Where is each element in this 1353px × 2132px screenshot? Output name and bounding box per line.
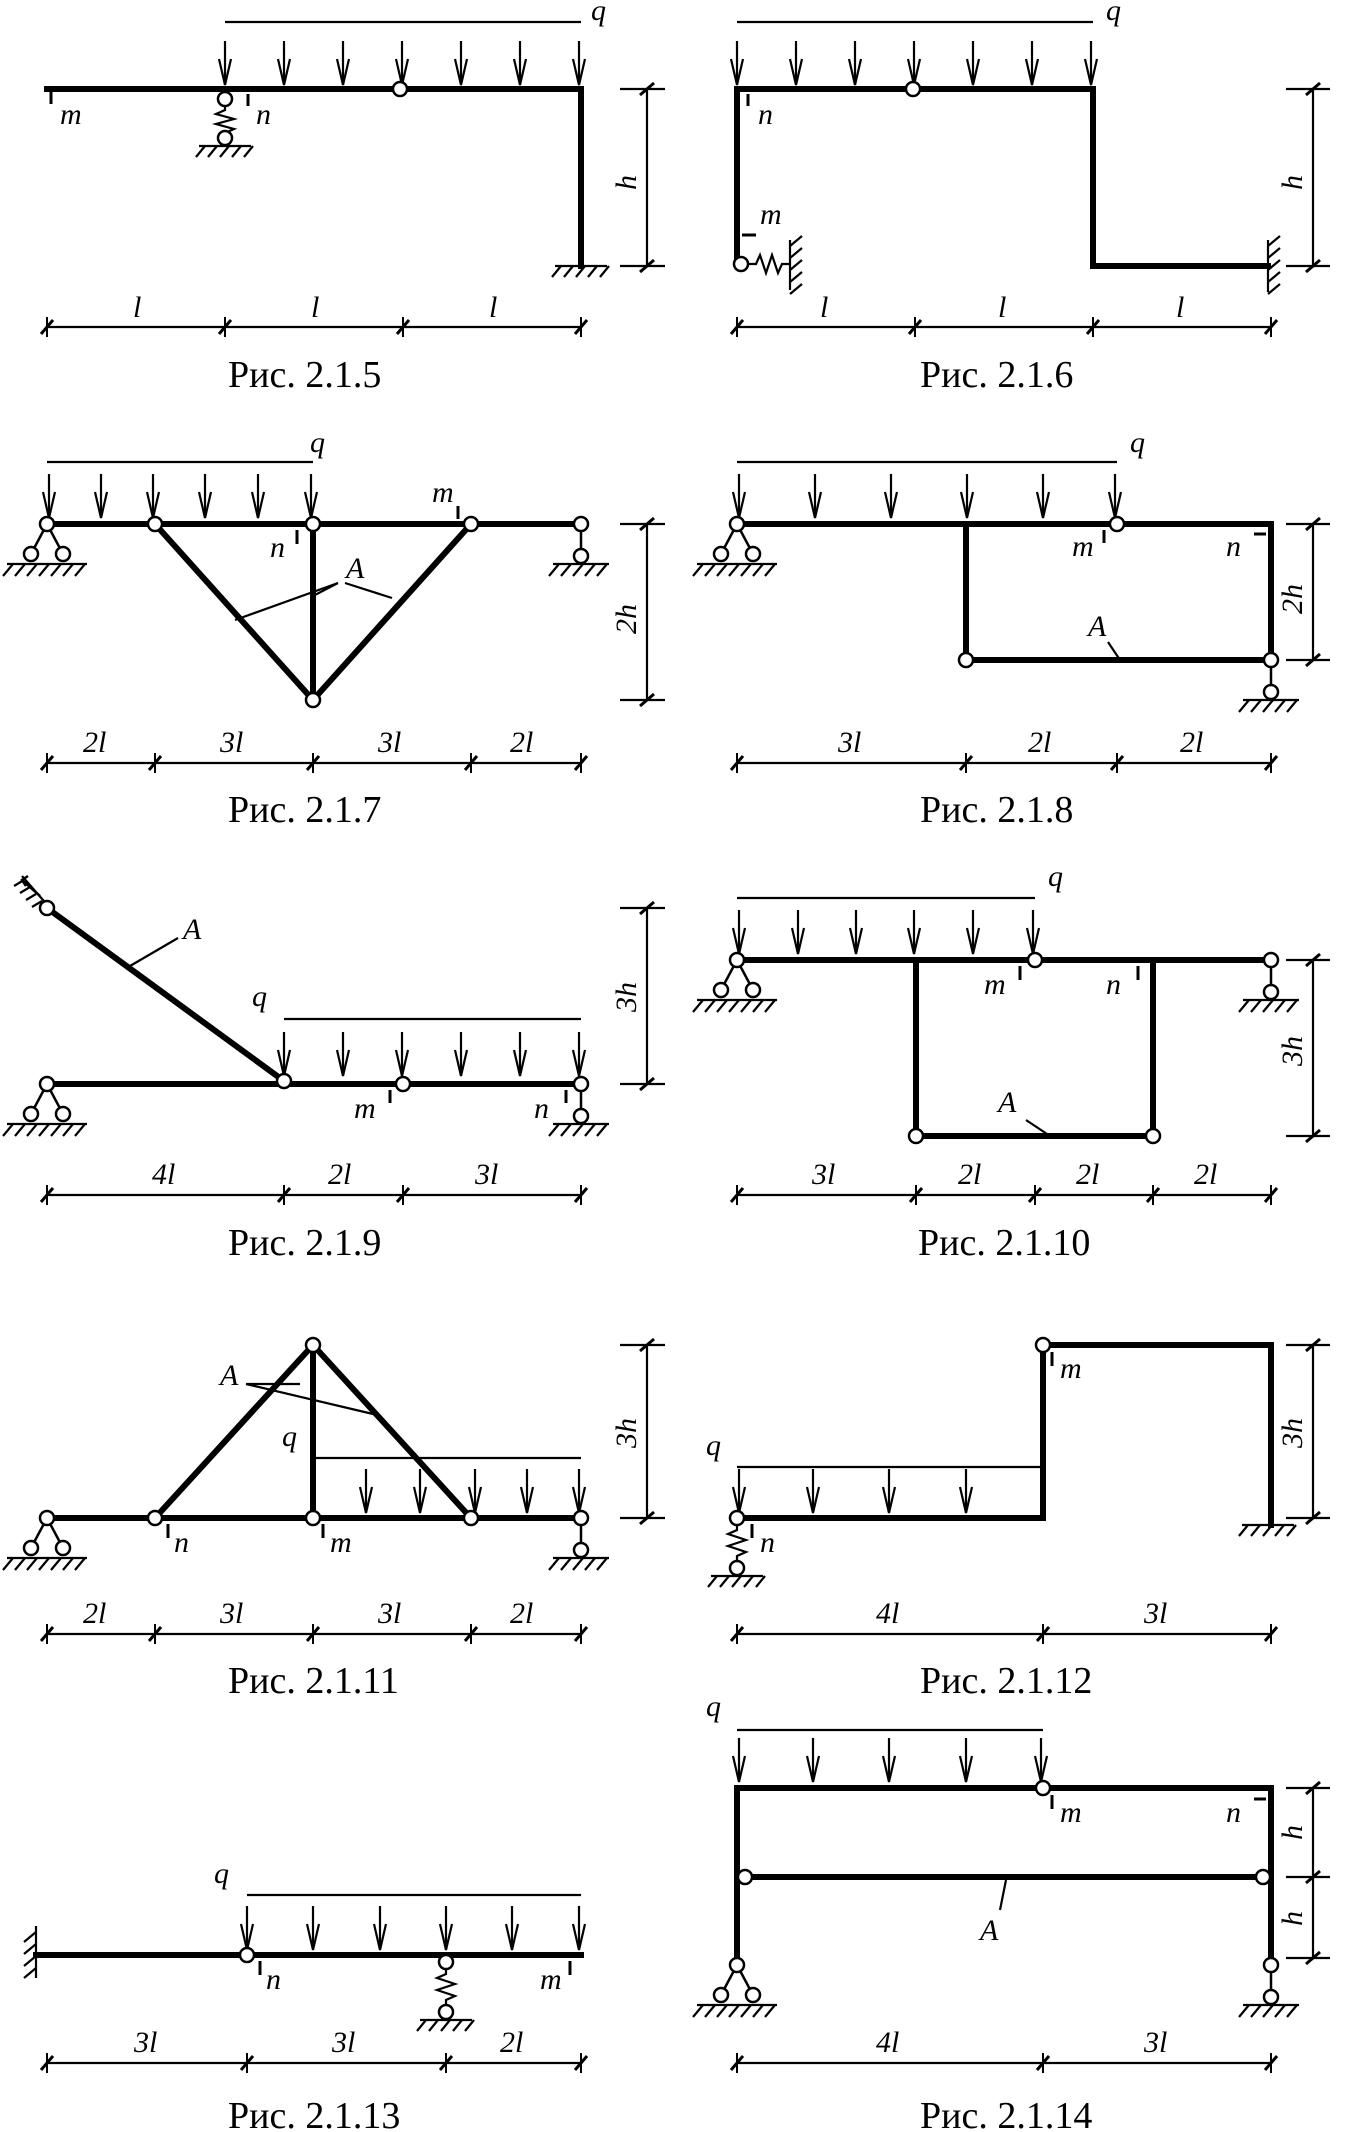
distributed-load-arrows <box>43 474 317 518</box>
height-dimension <box>610 518 665 706</box>
span-dimensions <box>731 1597 1277 1644</box>
section-label-n: n <box>1106 968 1121 1001</box>
spring-support-icon <box>734 236 802 294</box>
height-label: 2h <box>1276 584 1309 614</box>
span-label: 3l <box>812 1158 836 1191</box>
figure-caption: Рис. 2.1.14 <box>920 2095 1093 2132</box>
load-label-q: q <box>252 980 267 1013</box>
height-dimension <box>610 902 665 1090</box>
span-label: l <box>311 291 320 324</box>
spring-support-icon <box>196 92 253 157</box>
height-label: 3h <box>1276 1036 1309 1066</box>
span-label: 2l <box>510 1597 534 1630</box>
load-label-q: q <box>310 426 325 459</box>
section-label-n: n <box>1226 1796 1241 1829</box>
hinge-icon <box>1146 1129 1160 1143</box>
height-label: h <box>1276 1911 1309 1926</box>
figure-caption: Рис. 2.1.7 <box>228 789 382 831</box>
spring-support-icon <box>708 1511 765 1587</box>
height-dimension <box>1276 83 1330 272</box>
span-label: 2l <box>1028 726 1052 759</box>
hinge-icon <box>464 1511 478 1525</box>
hinge-icon <box>277 1074 291 1088</box>
load-label-q: q <box>706 1429 721 1462</box>
hinge-icon <box>959 653 973 667</box>
load-label-q: q <box>1106 0 1121 27</box>
span-label: 3l <box>220 726 244 759</box>
figure-2-1-5 <box>41 0 665 396</box>
span-label: 2l <box>83 726 107 759</box>
span-dimensions <box>41 2026 587 2073</box>
span-label: 3l <box>838 726 862 759</box>
span-label: 2l <box>1180 726 1204 759</box>
distributed-load-arrows <box>733 910 1039 954</box>
height-label: 3h <box>610 1418 643 1448</box>
distributed-load-arrows <box>278 1032 585 1076</box>
span-label: l <box>489 291 498 324</box>
roller-support-icon <box>1239 1958 1299 2017</box>
section-label-n: n <box>266 1963 281 1996</box>
distributed-load-arrows <box>219 41 585 85</box>
hinge-icon <box>1256 1870 1270 1884</box>
figure-caption: Рис. 2.1.9 <box>228 1222 382 1264</box>
span-dimensions <box>731 726 1277 773</box>
span-dimensions <box>731 291 1277 337</box>
figure-2-1-11 <box>3 1338 665 1702</box>
section-label-m: m <box>760 198 782 231</box>
span-label: 3l <box>134 2026 158 2059</box>
height-dimension <box>610 1339 665 1524</box>
hinge-icon <box>1036 1781 1050 1795</box>
height-dimension <box>610 83 665 272</box>
section-label-m: m <box>330 1526 352 1559</box>
section-label-m: m <box>60 98 82 131</box>
figure-2-1-13 <box>24 1857 587 2132</box>
hinge-icon <box>1036 1338 1050 1352</box>
member-label-A: A <box>346 552 365 585</box>
figure-caption: Рис. 2.1.8 <box>920 789 1074 831</box>
inclined-strut <box>47 908 284 1081</box>
span-label: 3l <box>332 2026 356 2059</box>
span-label: 2l <box>510 726 534 759</box>
pin-support-icon <box>693 1958 777 2017</box>
span-label: l <box>820 291 829 324</box>
hinge-icon <box>148 517 162 531</box>
hinge-icon <box>393 82 407 96</box>
load-label-q: q <box>1130 426 1145 459</box>
span-label: 2l <box>1194 1158 1218 1191</box>
hinge-icon <box>148 1511 162 1525</box>
span-label: 4l <box>876 1597 900 1630</box>
member-label-A: A <box>220 1359 239 1392</box>
section-label-n: n <box>270 531 285 564</box>
span-label: 3l <box>1144 2026 1168 2059</box>
figure-2-1-12 <box>706 1338 1330 1702</box>
distributed-load-arrows <box>241 1906 585 1950</box>
hinge-icon <box>738 1870 752 1884</box>
figure-caption: Рис. 2.1.11 <box>228 1660 399 1702</box>
hinge-icon <box>906 82 920 96</box>
height-dimension <box>1276 1339 1330 1524</box>
hinge-icon <box>464 517 478 531</box>
figure-caption: Рис. 2.1.13 <box>228 2095 401 2132</box>
section-label-n: n <box>534 1092 549 1125</box>
span-label: l <box>133 291 142 324</box>
height-label: h <box>1276 1825 1309 1840</box>
figure-caption: Рис. 2.1.10 <box>918 1222 1091 1264</box>
load-label-q: q <box>706 1690 721 1723</box>
distributed-load-arrows <box>733 474 1121 518</box>
span-label: 3l <box>475 1158 499 1191</box>
member-label-A: A <box>998 1086 1017 1119</box>
distributed-load-arrows <box>733 1469 972 1513</box>
span-label: 3l <box>378 1597 402 1630</box>
height-label: h <box>1276 175 1309 190</box>
span-label: 3l <box>378 726 402 759</box>
figure-caption: Рис. 2.1.5 <box>228 354 382 396</box>
section-label-n: n <box>1226 530 1241 563</box>
span-label: 4l <box>152 1158 176 1191</box>
section-label-m: m <box>1060 1796 1082 1829</box>
span-label: 2l <box>1076 1158 1100 1191</box>
span-label: 3l <box>220 1597 244 1630</box>
strut <box>155 524 313 700</box>
span-dimensions <box>41 1597 587 1644</box>
section-label-m: m <box>354 1092 376 1125</box>
hinge-icon <box>40 901 54 915</box>
hinge-icon <box>306 693 320 707</box>
span-label: l <box>998 291 1007 324</box>
section-label-m: m <box>1072 530 1094 563</box>
figure-2-1-8 <box>693 426 1330 831</box>
member-label-A: A <box>183 913 202 946</box>
span-dimensions <box>41 1158 587 1205</box>
load-label-q: q <box>282 1420 297 1453</box>
height-dimension <box>1276 1782 1330 1964</box>
span-label: l <box>1176 291 1185 324</box>
section-label-n: n <box>256 98 271 131</box>
hinge-icon <box>909 1129 923 1143</box>
hinge-icon <box>306 1511 320 1525</box>
span-dimensions <box>41 291 587 337</box>
height-label: 2h <box>610 604 643 634</box>
span-label: 2l <box>958 1158 982 1191</box>
leader-line <box>130 938 178 966</box>
distributed-load-arrows <box>733 1738 1047 1782</box>
hinge-icon <box>240 1948 254 1962</box>
member-label-A: A <box>980 1914 999 1947</box>
leader-line <box>1000 1880 1006 1910</box>
section-label-n: n <box>174 1526 189 1559</box>
figure-2-1-14 <box>693 1690 1330 2132</box>
figure-caption: Рис. 2.1.6 <box>920 354 1074 396</box>
load-label-q: q <box>591 0 606 27</box>
member-label-A: A <box>1088 610 1107 643</box>
height-label: h <box>610 175 643 190</box>
span-label: 4l <box>876 2026 900 2059</box>
hinge-icon <box>306 517 320 531</box>
height-dimension <box>1276 954 1330 1142</box>
height-dimension <box>1276 518 1330 666</box>
figure-2-1-6 <box>731 0 1330 396</box>
span-dimensions <box>731 2026 1277 2073</box>
section-label-n: n <box>760 1526 775 1559</box>
hinge-icon <box>396 1077 410 1091</box>
spring-support-icon <box>417 1955 474 2031</box>
span-dimensions <box>731 1158 1277 1205</box>
height-label: 3h <box>1276 1418 1309 1448</box>
span-label: 3l <box>1144 1597 1168 1630</box>
distributed-load-arrows <box>731 41 1097 85</box>
load-label-q: q <box>214 1857 229 1890</box>
height-label: 3h <box>610 982 643 1012</box>
span-label: 2l <box>500 2026 524 2059</box>
section-label-m: m <box>984 968 1006 1001</box>
hinge-icon <box>306 1338 320 1352</box>
span-label: 2l <box>83 1597 107 1630</box>
load-label-q: q <box>1048 860 1063 893</box>
hinge-icon <box>1028 953 1042 967</box>
figure-2-1-9 <box>3 876 665 1264</box>
section-label-m: m <box>432 476 454 509</box>
section-label-m: m <box>540 1963 562 1996</box>
hinge-icon <box>1110 517 1124 531</box>
section-label-n: n <box>758 98 773 131</box>
figure-2-1-10 <box>693 860 1330 1264</box>
strut <box>313 524 471 700</box>
strut <box>313 1345 471 1518</box>
span-dimensions <box>41 726 587 773</box>
distributed-load-arrows <box>360 1469 585 1513</box>
section-label-m: m <box>1060 1352 1082 1385</box>
figure-caption: Рис. 2.1.12 <box>920 1660 1093 1702</box>
figure-2-1-7 <box>3 426 665 831</box>
span-label: 2l <box>328 1158 352 1191</box>
